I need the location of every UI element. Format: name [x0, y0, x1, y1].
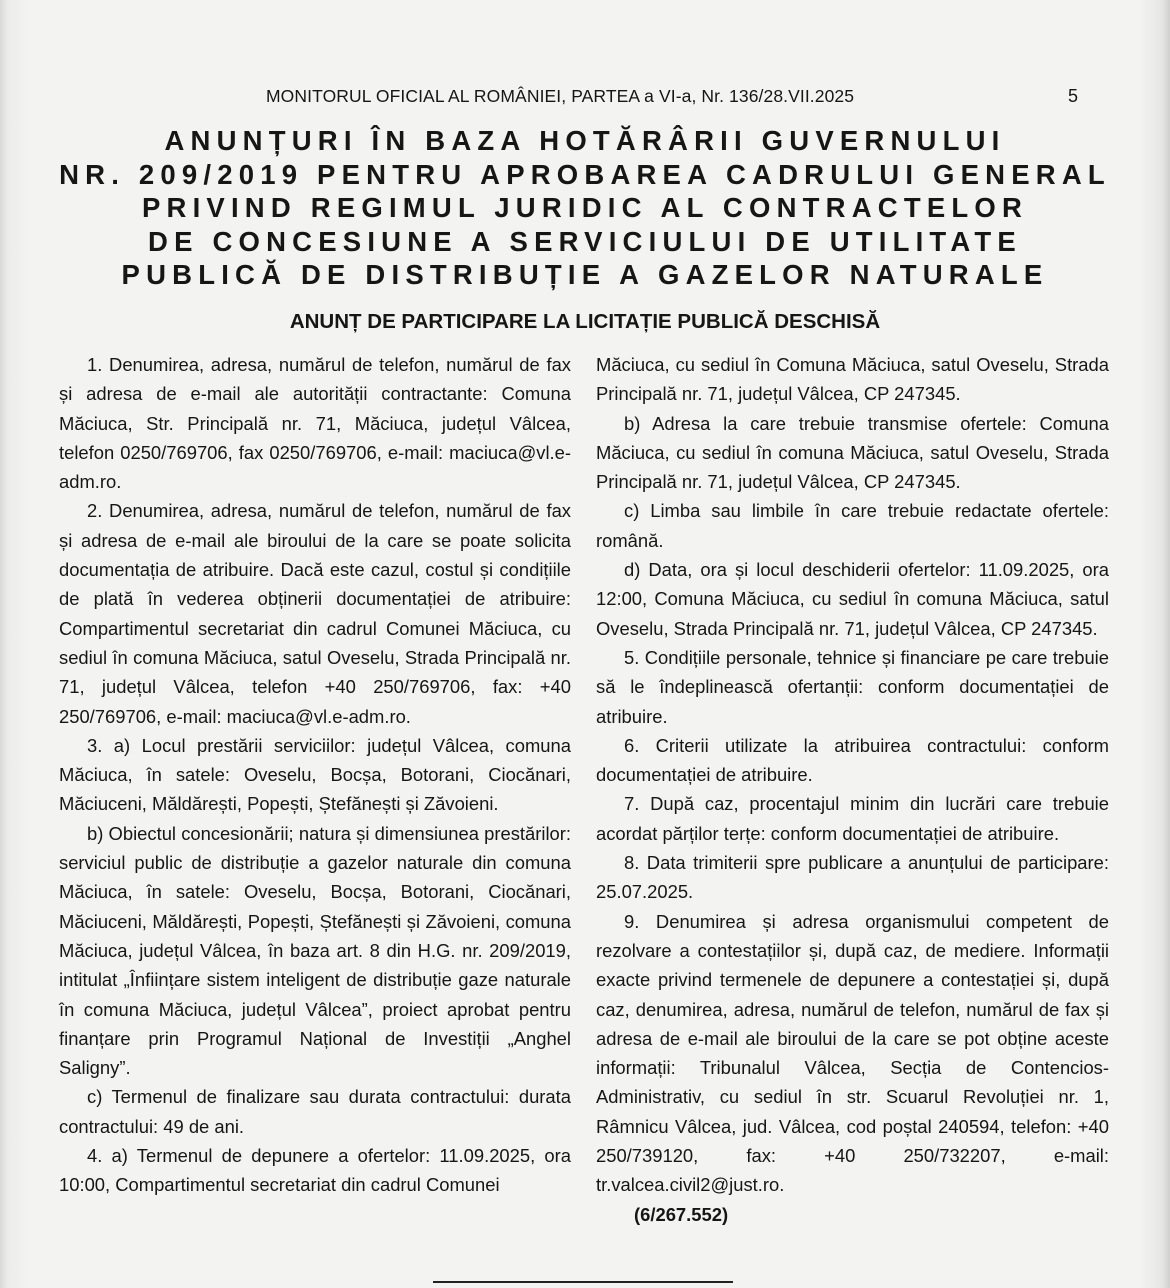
paragraph-4a: 4. a) Termenul de depunere a ofertelor: 11.09.2025, ora 10:00, Compartimentul secretariat din cadrul Comunei [59, 1145, 571, 1196]
section-title-line: NR. 209/2019 PENTRU APROBAREA CADRULUI GENERAL [59, 158, 1111, 190]
right-column [596, 350, 1109, 1229]
reference-number: (6/267.552) [634, 1203, 729, 1225]
paragraph-4c: c) Limba sau limbile în care trebuie redactate ofertele: română. [596, 500, 1109, 551]
left-column [59, 350, 571, 1200]
paragraph-5: 5. Condițiile personale, tehnice și financiare pe care trebuie să le îndeplinească ofertanții: conform documentației de atribuire. [596, 646, 1109, 727]
paragraph-4a-continuation: Măciuca, cu sediul în Comuna Măciuca, satul Oveselu, Strada Principală nr. 71, județul Vâlcea, CP 247345. [596, 354, 1109, 405]
paragraph-8: 8. Data trimiterii spre publicare a anunțului de participare: 25.07.2025. [596, 852, 1109, 903]
section-title [40, 124, 1130, 292]
running-head: MONITORUL OFICIAL AL ROMÂNIEI, PARTEA a VI-a, Nr. 136/28.VII.2025 [266, 86, 855, 106]
paragraph-3c: c) Termenul de finalizare sau durata contractului: durata contractului: 49 de ani. [59, 1086, 571, 1137]
paragraph-7: 7. După caz, procentajul minim din lucrări care trebuie acordat părților terțe: conform documentației de atribuire. [596, 793, 1109, 844]
paragraph-6: 6. Criterii utilizate la atribuirea contractului: conform documentației de atribuire. [596, 734, 1109, 786]
paragraph-2: 2. Denumirea, adresa, numărul de telefon, numărul de fax și adresa de e-mail ale biroului de la care se poate solicita documentația de atribuire. Dacă este cazul, costul și condițiile de plată în vederea obținerii documentației de atribuire: Compartimentul secretariat din cadrul Comunei Măciuca, cu sediul în comuna Măciuca, satul Oveselu, Strada Principală nr. 71, județul Vâlcea, telefon +40 250/769706, fax: +40 250/769706, e-mail: maciuca@vl.e-adm.ro. [59, 500, 571, 727]
paragraph-4b: b) Adresa la care trebuie transmise ofertele: Comuna Măciuca, cu sediul în comuna Măciuca, satul Oveselu, Strada Principală nr. 71, județul Vâlcea, CP 247345. [596, 412, 1109, 493]
section-title-line: PUBLICĂ DE DISTRIBUȚIE A GAZELOR NATURALE [121, 259, 1049, 290]
section-title-line: DE CONCESIUNE A SERVICIULUI DE UTILITATE [148, 225, 1022, 257]
paragraph-9: 9. Denumirea și adresa organismului competent de rezolvare a contestațiilor și, după caz, de mediere. Informații exacte privind termenele de depunere a contestației și, după caz, denumirea, adresa, numărul de telefon, numărul de fax și adresa de e-mail ale biroului de la care se pot obține aceste informații: Tribunalul Vâlcea, Secția de Contencios-Administrativ, cu sediul în str. Scuarul Revoluției nr. 1, Râmnicu Vâlcea, jud. Vâlcea, cod poștal 240594, telefon: +40 250/739120, fax: +40 250/732207, e-mail: tr.valcea.civil2@just.ro. [596, 910, 1109, 1196]
section-title-line: ANUNȚURI ÎN BAZA HOTĂRÂRII GUVERNULUI [164, 125, 1006, 156]
paragraph-1: 1. Denumirea, adresa, numărul de telefon, numărul de fax și adresa de e-mail ale autorității contractante: Comuna Măciuca, Str. Principală nr. 71, Măciuca, județul Vâlcea, telefon 0250/769706, fax 0250/769706, e-mail: maciuca@vl.e-adm.ro. [59, 354, 571, 493]
page-number: 5 [1068, 86, 1079, 106]
announcement-title: ANUNȚ DE PARTICIPARE LA LICITAȚIE PUBLICĂ DESCHISĂ [289, 310, 881, 333]
paragraph-3b: b) Obiectul concesionării; natura și dimensiunea prestărilor: serviciul public de distribuție a gazelor naturale din comuna Măciuca, în satele: Oveselu, Bocșa, Botorani, Ciocănari, Măciuceni, Măldărești, Popești, Ștefănești și Zăvoieni, comuna Măciuca, județul Vâlcea, în baza art. 8 din H.G. nr. 209/2019, intitulat „Înființare sistem inteligent de distribuție gaze naturale în comuna Măciuca, județul Vâlcea”, proiect aprobat pentru finanțare prin Programul Național de Investiții „Anghel Saligny”. [59, 822, 571, 1079]
paragraph-3a: 3. a) Locul prestării serviciilor: județul Vâlcea, comuna Măciuca, în satele: Oveselu, Bocșa, Botorani, Ciocănari, Măciuceni, Măldărești, Popești, Ștefănești și Zăvoieni. [59, 734, 571, 815]
bottom-divider [433, 1281, 733, 1283]
section-title-line: PRIVIND REGIMUL JURIDIC AL CONTRACTELOR [141, 192, 1029, 223]
paragraph-4d: d) Data, ora și locul deschiderii ofertelor: 11.09.2025, ora 12:00, Comuna Măciuca, cu sediul în comuna Măciuca, satul Oveselu, Strada Principală nr. 71, județul Vâlcea, CP 247345. [596, 559, 1109, 639]
